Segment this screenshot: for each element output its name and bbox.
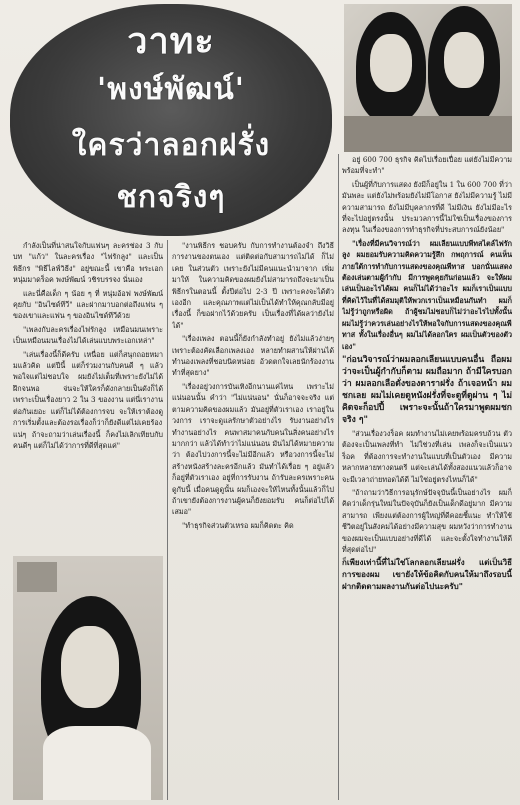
column-divider bbox=[167, 240, 168, 800]
article-title-block bbox=[10, 4, 332, 236]
col2-paragraph-1: "งานพิธีกร ชอบครับ กับการทำงานต้องจำ ถึงวิธีการงานของตนเอง แต่ติดต่อกับสามารถไม่ได้ ก็ไม่เคย ในส่วนตัว เพราะยังไม่มีคนแนะนำมาจาก เพิ่มมาให้ ในความคิดของผมยังไม่สามารถถึงจะมาเป็นพิธีกรในตอนนี้ ตั้งปีต่อไป 2-3 ปี เพราะคงจะได้ตัวเองอีก และคุณภาพแต่ไม่เป็นได้ทำให้คุณกลับมีอยู่เรื่องนี้ ก็ขอฝากไว้ด้วยครับ เป็นเรื่องที่ได้ผลว่ายังไม่ได้" bbox=[172, 241, 334, 330]
column-2-text bbox=[172, 240, 334, 800]
col1-paragraph-4: "เล่นเรื่องนี้ก็ดีครับ เหนื่อย แต่ก็สนุกถอยหมามแล้วคิด แต่ปีนี้ แต่ก็ร่วมงานกับคนดี ๆ แล้วพอใจแต่ไม่ชอบใจ ผมยังไม่เต็มที่เพราะยังไม่ได้ฝึกจนพอ จ่นจะให้ใครก็ดังกลายเป็นดังก็ได้ เพราะเป็นเรื่องยาว 2 ใน 3 ของงาน แต่นี่เรางานต่อกันเยอะ แต่ก็ไม่ได้ต้องการจบ จะให้เราต้องดูการเริ่มตั้งและต้องรอเรื่องก็ว่าก็ยังดีแต่ไม่เคยร้องแน่ๆ ถ้าจะถามว่าเล่นเรื่องนี้ ก็คงไม่เลิกเทียบกับคนดีๆ แต่ก็ไม่ได้ว่าการที่ดีที่สุดแค่" bbox=[13, 349, 163, 450]
couple-photo bbox=[344, 4, 512, 152]
col2-paragraph-2: "เรื่องเพลง ตอนนี้ก็ยังกำลังทำอยู่ ยังไม่แล้วง่ายๆ เพราะต้องคัดเลือกเพลงเอง หลายทำผสานให้ผ่านได้ทำนองเพลงที่ชอบนิดหน่อย อ้วดตกใจเลยนักร้องงานทำที่สุดยาง" bbox=[172, 334, 334, 378]
column-1-text bbox=[13, 240, 163, 552]
col1-paragraph-3: "เพลงกับละครเรื่องไฟรักลูง เหมือนมนเพราะ เป็นเหมือนมนเรื่องไม่ได้เล่นแบบพระเอกเหล่า" bbox=[13, 324, 163, 346]
col1-paragraph-1: กำลังเป็นที่น่าสนใจกับแฟนๆ ละครช่อง 3 กับบท "แก้ว" ในละครเรื่อง "ไฟรักลูง" และเป็นพิธีกร "พิธีไลฟ์วิธีง" อยู่ขณะนี้ เขาคือ พระเอกหนุ่มมาดร็อค พงษ์พัฒน์ วชิรบรรจง นั่นเอง bbox=[13, 241, 163, 285]
column-3-text bbox=[342, 154, 512, 800]
col1-paragraph-2: และนี่คือเด็ก ๆ น้อย ๆ ที่ หนุ่มอ้อฟ พงษ์พัฒน์ คุยกับ "อินไซด์ทีวี" และฝากมาบอกต่อถึงแฟน ๆ ของเขาและแฟน ๆ ของอินไซด์ทีวีด้วย bbox=[13, 288, 163, 321]
col2-paragraph-4: "ทำธุรกิจส่วนตัวเหรอ ผมก็คิดตะ คิด bbox=[182, 520, 294, 530]
col3-paragraph-5: "ถ้าถามว่าวิธีการอนุรักษ์ปัจจุบันนี้เป็นอย่างไร ผมก็คิดว่าเด็กรุ่นใหม่ในปัจจุบันก็ยังเป็นเด็กดีอยู่มาก มีความสามารถ เพียงแต่ต้องการผู้ใหญ่ที่ดีคอยชี้แนะ ทำให้ใช้ชีวิตอยู่ในสังคมได้อย่างมีความสุข ผมหวังว่าการทำงานของผมจะเป็นแบบอย่างที่ดีได้ และจะตั้งใจทำงานให้ดีที่สุดต่อไป" bbox=[342, 487, 512, 554]
title-line-1: วาทะ bbox=[127, 21, 215, 62]
col2-paragraph-3: "เรื่องอยู่วงการบันเทิงอีกนานแค่ไหน เพราะไม่แน่นอนนั้น คำว่า "ไม่แน่นอน" นั่นก็อาจจะจริง แต่ตามความคิดของผมแล้ว มันอยู่ที่ตัวเราเอง เราอยู่ในวงการ เราจะดูแลรักษาตัวอย่างไร รับงานอย่างไร ทำงานอย่างไร คนพาสมาคนกับคนในสิ่งคนอย่างไรมากกว่า แล้วได้ทำว่าไม่แน่นอน มันไม่ได้หมายความว่า ต้องไปวงการนี้จะไม่มีอีกแล้ว หรือวงการนี้จะไม่สร้างหนังสร้างละครอีกแล้ว มันทำได้เรื่อย ๆ อยู่แล้ว ก็อยู่ที่ตัวเราเอง อยู่ที่การรับงาน ถ้ารับละครเพราะคนดูกับนี้ เมื่อคนดูดูนั้น ผมก็เองจะให้ไหนทั้งนั้นแล้วก็ไป ถ้าเขายังต้องการงานผู้คนก็ยังยอมรับ คนก็ต่อไปได้เสมอ" bbox=[172, 381, 334, 517]
title-line-2: 'พงษ์พัฒน์' bbox=[97, 72, 245, 107]
col3-paragraph-3: "เรื่องที่มีคนวิจารณ์ว่า ผมเลียนแบบพีทสไตล์ไฟรักลูง ผมยอมรับความคิดความรู้สึก กพฤการณ์ คนเห็นภายใต้การทำกับการแสดงของคุณพีทาส บอกนั่นแสดงต้องเล่นตามผู้กำกับ มีการพูดคุยกันก่อนแล้ว จะให้ผมเล่นเป็นอะไรได้ผม คนก็ไม่ได้ว่าอะไร ผมก็เราเป็นแบบที่คิดไว้ในที่ได้สมมุติให้พวกเราเป็นเหมือนกันทำ ผมก็ไม่รู้ว่าถูกหรือผิด ถ้าผู้ชมไม่ชอบก็ไม่ว่าอะไรไปทั้งนั้น ผมไม่รู้ว่าควรเล่นอย่างไรให้พอใจกับการแสดงของคุณพีทาส ทั้งในเรื่องอื่นๆ ผมไม่ได้ลอกใคร ผมเป็นตัวของตัวเอง" bbox=[342, 238, 512, 351]
col3-paragraph-1: อยู่ 600 700 ธุรกิจ คิดไปเรื่อยเปื่อย แต่ยังไม่มีความพร้อมที่จะทำ" bbox=[342, 155, 512, 176]
col3-paragraph-2: เป็นผู้ที่กับการแสดง ยังมีก็อยู่ใน 1 ใน 600 700 ที่ว่ามันพละ แต่ยังไม่พร้อมยังไม่มีโอกาส ยังไม่มีความรู้ ไม่มีความสามารถ ยังไม่มีบุคลากรที่ดี ไม่มีเงิน ยังไม่มีอะไรที่จะไปอยู่ตรงนั้น ประมวลการนี้ไม่ใช่เป็นเรื่องของการลงทุน ในเรื่องของการทำธุรกิจที่ประสบการณ์ยังน้อย" bbox=[342, 179, 512, 235]
title-line-3: ใครว่าลอกฝรั่ง bbox=[71, 128, 271, 163]
title-line-4: ชกจริงๆ bbox=[116, 180, 226, 215]
col3-paragraph-4: "ส่วนเรื่องวงร็อค ผมทำงานไม่เคยพร้อมครบถ้วน ตัวต้องจะเป็นเพลงที่ทำ ไม่ใช่วงที่เล่น เพลงก็จะเป็นแนวร็อค ที่ต้องการจะทำงานในแบบที่เป็นตัวเอง มีความหลากหลายทางดนตรี แต่จะเล่นได้ทั้งสองแนวแล้วก็อาจจะมีเวลาถ่ายทอดได้ดี ไม่ใช่อยู่ตรงไหนก็ได้" bbox=[342, 428, 512, 484]
column-divider bbox=[338, 154, 339, 800]
closing-paragraph: ก็เพียงเท่านี้ที่ไม่ใช่โลกลอกเลียนฝรั่ง แต่เป็นวิธีการของผม เขายังให้ข้อคิดกับคนให้มาถึงรอบนี้ ฝากติดตามผลงานกันต่อไปนะครับ" bbox=[342, 558, 512, 591]
portrait-photo bbox=[13, 556, 163, 800]
pull-quote: "ก่อนวิจารณ์ว่าผมลอกเลียนแบบคนอื่น ถือผมว่าจะเป็นผู้กำกับก็ตาม ผมถือมาก ถ้ามีใครบอกว่า ผมลอกเลือดั่งของดาราฝรั่ง ถ้าเจอหน้า ผมชกเลย ผมไม่เคยดูหนังฝรั่งที่จะดูที่ดูผ่าน ๆ ไม่คิดจะก็อปปี้ เพราะจะนั้นถ้าใครมาพูดผมชกจริง ๆ" bbox=[342, 354, 512, 425]
